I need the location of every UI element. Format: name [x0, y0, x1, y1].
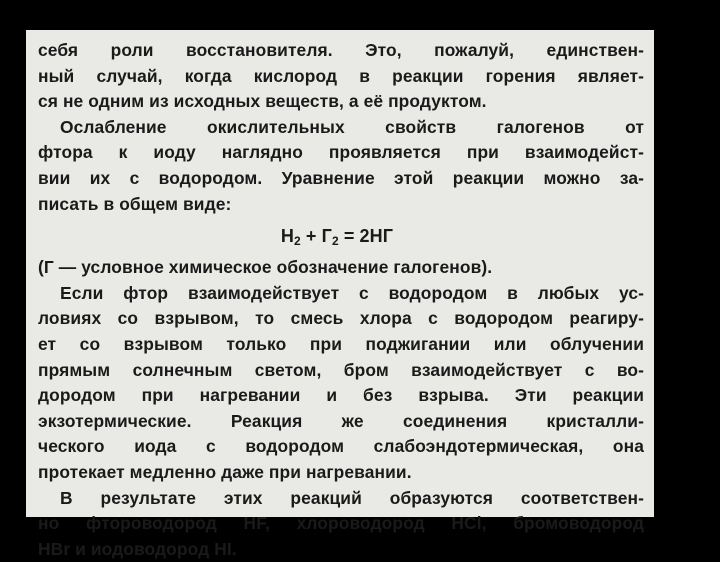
text-body: [38, 38, 644, 562]
text-line-2: ный случай, когда кислород в реакции горения являет-: [38, 65, 644, 86]
text-line-18: но фтороводород HF, хлороводород HCl, бромоводород: [38, 513, 644, 534]
text-line-17: В результате этих реакций образуются соответствен-: [60, 487, 644, 508]
text-line-13: дородом при нагревании и без взрыва. Эти реакции: [38, 385, 644, 406]
textbook-page: [26, 30, 654, 559]
text-line-3: ся не одним из исходных веществ, а её продуктом.: [38, 91, 487, 112]
text-line-14: экзотермические. Реакция же соединения кристалли-: [38, 410, 644, 431]
text-line-11: ет со взрывом только при поджигании или облучении: [38, 333, 644, 354]
text-line-8: (Г — условное химическое обозначение галогенов).: [38, 257, 493, 278]
text-line-16: протекает медленно даже при нагревании.: [38, 461, 412, 482]
text-line-1: себя роли восстановителя. Это, пожалуй, единствен-: [38, 40, 644, 60]
text-line-4: Ослабление окислительных свойств галогенов от: [60, 116, 644, 137]
text-line-12: прямым солнечным светом, бром взаимодействует с во-: [38, 359, 644, 380]
text-line-5: фтора к иоду наглядно проявляется при взаимодейст-: [38, 142, 644, 163]
text-line-9: Если фтор взаимодействует с водородом в любых ус-: [60, 282, 644, 303]
reaction-equation: $H_2 + Г_2 = 2НГ$: [280, 226, 394, 249]
text-line-10: ловиях со взрывом, то смесь хлора с водородом реагиру-: [38, 308, 644, 329]
text-line-15: ческого иода с водородом слабоэндотермическая, она: [38, 436, 644, 457]
text-line-6: вии их с водородом. Уравнение этой реакции можно за-: [38, 167, 644, 188]
text-line-7: писать в общем виде:: [38, 193, 232, 214]
text-line-19: HBr и иодоводород HI.: [38, 538, 237, 559]
